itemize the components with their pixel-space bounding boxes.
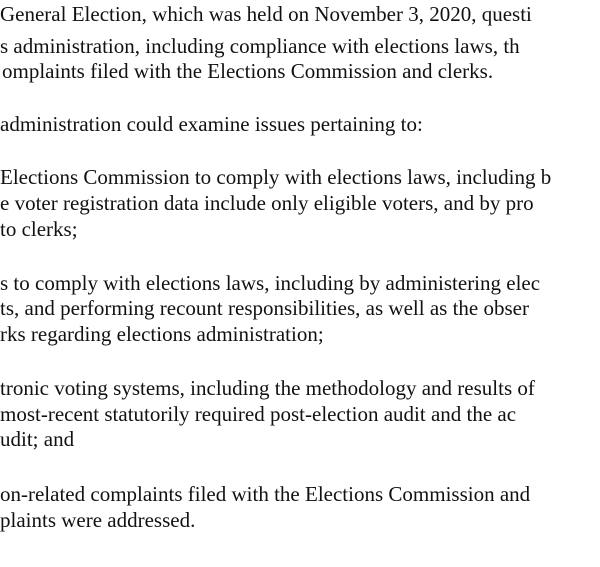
item-3-line-2: most-recent statutorily required post-election audit and the ac — [0, 402, 517, 426]
item-1-line-1: Elections Commission to comply with elections laws, including b — [0, 165, 552, 189]
item-2-line-3: rks regarding elections administration; — [0, 322, 324, 346]
item-3-line-3: udit; and — [0, 427, 75, 451]
item-2-line-2: ts, and performing recount responsibilities, as well as the obser — [0, 296, 529, 320]
item-4-line-1: on-related complaints filed with the Elections Commission and — [0, 482, 531, 506]
item-2-line-1: s to comply with elections laws, including by administering elec — [0, 271, 541, 295]
intro-line-3: omplaints filed with the Elections Commission and clerks. — [2, 59, 494, 83]
item-4-line-2: plaints were addressed. — [0, 508, 196, 532]
item-3-line-1: tronic voting systems, including the methodology and results of — [0, 376, 535, 400]
scope-heading: administration could examine issues pertaining to: — [0, 112, 423, 136]
intro-line-2: s administration, including compliance with elections laws, th — [0, 34, 520, 58]
item-1-line-2: e voter registration data include only eligible voters, and by pro — [0, 191, 534, 215]
intro-line-1: General Election, which was held on November 3, 2020, questi — [0, 2, 532, 26]
item-1-line-3: to clerks; — [0, 217, 78, 241]
